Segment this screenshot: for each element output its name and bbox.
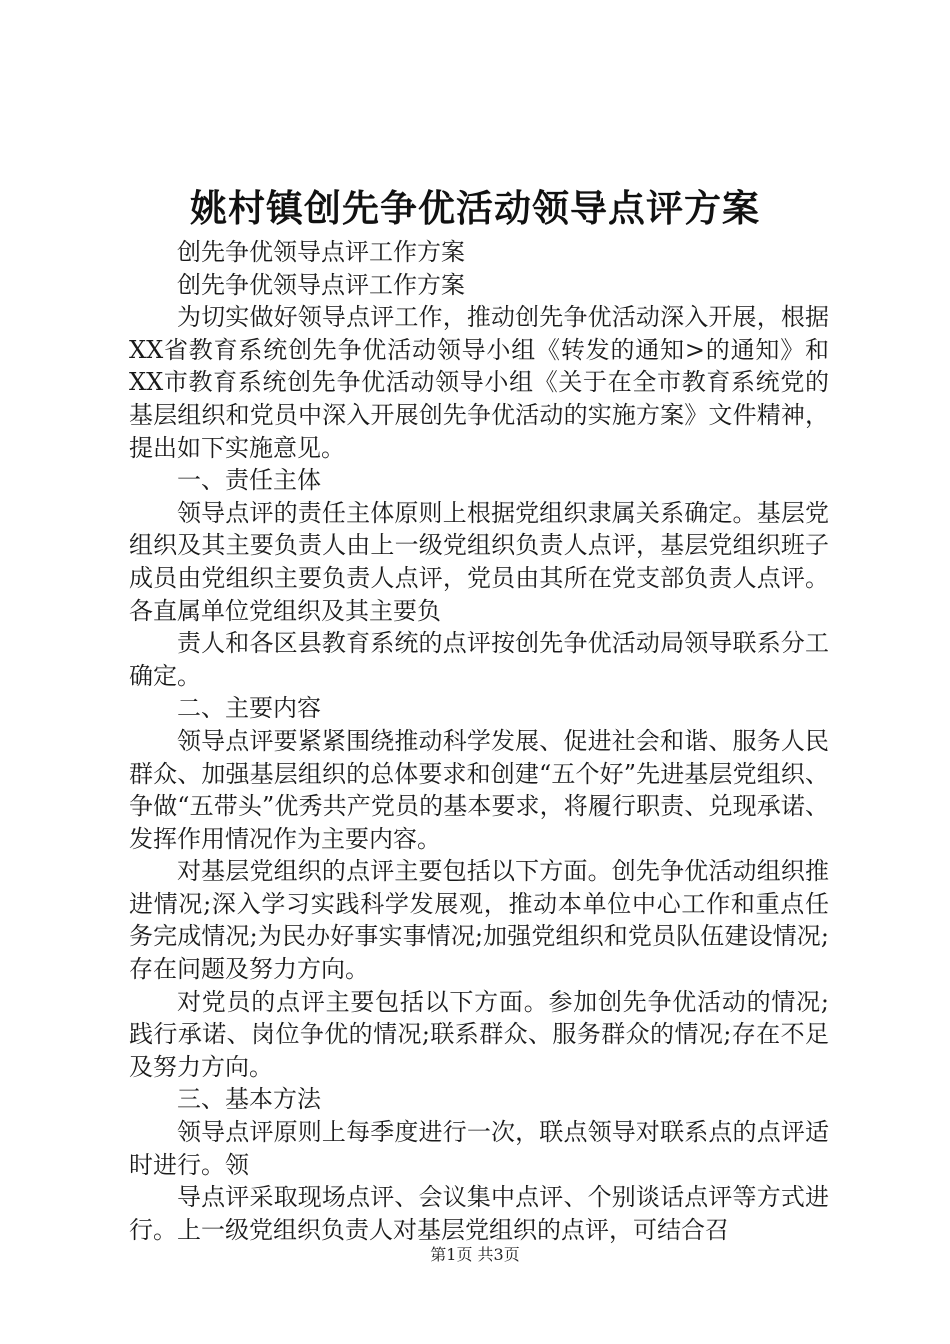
paragraph: 责人和各区县教育系统的点评按创先争优活动局领导联系分工确定。: [129, 629, 829, 690]
paragraph: 导点评采取现场点评、会议集中点评、个别谈话点评等方式进行。上一级党组织负责人对基层党组织的点评，可结合召: [129, 1183, 829, 1244]
section-heading: 一、责任主体: [177, 466, 321, 495]
paragraph: 创先争优领导点评工作方案: [177, 238, 465, 266]
paragraph: 对基层党组织的点评主要包括以下方面。创先争优活动组织推进情况;深入学习实践科学发展观，推动本单位中心工作和重点任务完成情况;为民办好事实事情况;加强党组织和党员队伍建设情况;存在问题及努力方向。: [129, 857, 829, 984]
paragraph: 为切实做好领导点评工作，推动创先争优活动深入开展，根据XX省教育系统创先争优活动领导小组《转发的通知>的通知》和XX市教育系统创先争优活动领导小组《关于在全市教育系统党的基层组织和党员中深入开展创先争优活动的实施方案》文件精神，提出如下实施意见。: [129, 303, 829, 462]
document-title: 姚村镇创先争优活动领导点评方案: [190, 187, 760, 230]
paragraph: 创先争优领导点评工作方案: [177, 270, 465, 299]
paragraph: 领导点评原则上每季度进行一次，联点领导对联系点的点评适时进行。领: [129, 1118, 829, 1179]
document-body: [129, 236, 829, 1246]
paragraph: 领导点评的责任主体原则上根据党组织隶属关系确定。基层党组织及其主要负责人由上一级党组织负责人点评，基层党组织班子成员由党组织主要负责人点评，党员由其所在党支部负责人点评。各直属单位党组织及其主要负: [129, 498, 829, 625]
section-heading: 三、基本方法: [177, 1085, 321, 1114]
page-footer: 第1页 共3页: [430, 1245, 520, 1264]
section-heading: 二、主要内容: [177, 694, 321, 723]
paragraph: 对党员的点评主要包括以下方面。参加创先争优活动的情况;践行承诺、岗位争优的情况;联系群众、服务群众的情况;存在不足及努力方向。: [129, 987, 829, 1081]
paragraph: 领导点评要紧紧围绕推动科学发展、促进社会和谐、服务人民群众、加强基层组织的总体要求和创建“五个好”先进基层党组织、争做“五带头”优秀共产党员的基本要求，将履行职责、兑现承诺、发挥作用情况作为主要内容。: [129, 726, 829, 853]
